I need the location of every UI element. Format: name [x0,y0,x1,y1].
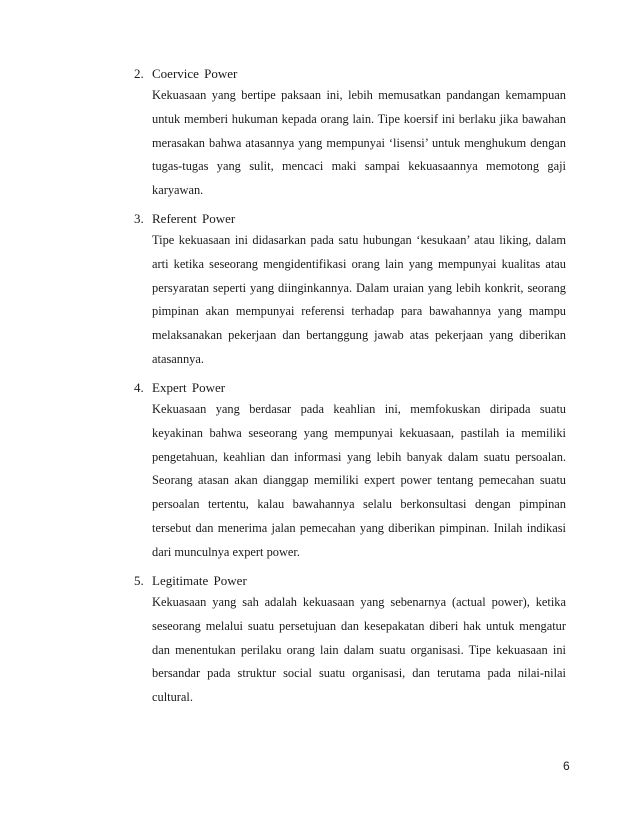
section-paragraph: Kekuasaan yang sah adalah kekuasaan yang sebenarnya (actual power), ketika seseorang melalui suatu persetujuan dan kesepakatan diberi hak untuk mengatur dan menentukan perilaku orang lain dalam suatu organisasi. Tipe kekuasaan ini bersandar pada struktur social suatu organisasi, dan terutama pada nilai-nilai cultural. [152,595,566,705]
section-heading [134,211,566,227]
section-title: Legitimate Power [152,573,247,588]
section-heading [134,66,566,82]
section-heading [134,573,566,589]
section-referent-power [134,211,566,372]
section-coercive-power [134,66,566,203]
section-title: Expert Power [152,380,226,395]
section-paragraph: Tipe kekuasaan ini didasarkan pada satu hubungan ‘kesukaan’ atau liking, dalam arti ketika seseorang mengidentifikasi orang lain yang mempunyai kualitas atau persyaratan seperti yang diinginkannya. Dalam uraian yang lebih konkrit, seorang pimpinan akan mempunyai referensi terhadap para bawahannya yang mampu melaksanakan pekerjaan dan bertanggung jawab atas pekerjaan yang diberikan atasannya. [152,233,566,366]
section-number: 5. [134,573,144,588]
section-number: 2. [134,66,144,81]
section-title: Referent Power [152,211,236,226]
section-number: 4. [134,380,144,395]
section-paragraph: Kekuasaan yang bertipe paksaan ini, lebih memusatkan pandangan kemampuan untuk memberi hukuman kepada orang lain. Tipe koersif ini berlaku jika bawahan merasakan bahwa atasannya yang mempunyai ‘lisensi’ untuk menghukum dengan tugas-tugas yang sulit, mencaci maki sampai kekuasaannya memotong gaji karyawan. [152,88,566,198]
section-title: Coervice Power [152,66,238,81]
section-legitimate-power [134,573,566,710]
section-heading [134,380,566,396]
section-paragraph: Kekuasaan yang berdasar pada keahlian ini, memfokuskan diripada suatu keyakinan bahwa seseorang yang mempunyai kekuasaan, pastilah ia memiliki pengetahuan, keahlian dan informasi yang lebih banyak dalam suatu persoalan. Seorang atasan akan dianggap memiliki expert power tentang pemecahan suatu persoalan tertentu, kalau bawahannya selalu berkonsultasi dengan pimpinan tersebut dan menerima jalan pemecahan yang diberikan pimpinan. Inilah indikasi dari munculnya expert power. [152,402,566,559]
section-expert-power [134,380,566,565]
page-number: 6 [563,759,570,773]
section-number: 3. [134,211,144,226]
